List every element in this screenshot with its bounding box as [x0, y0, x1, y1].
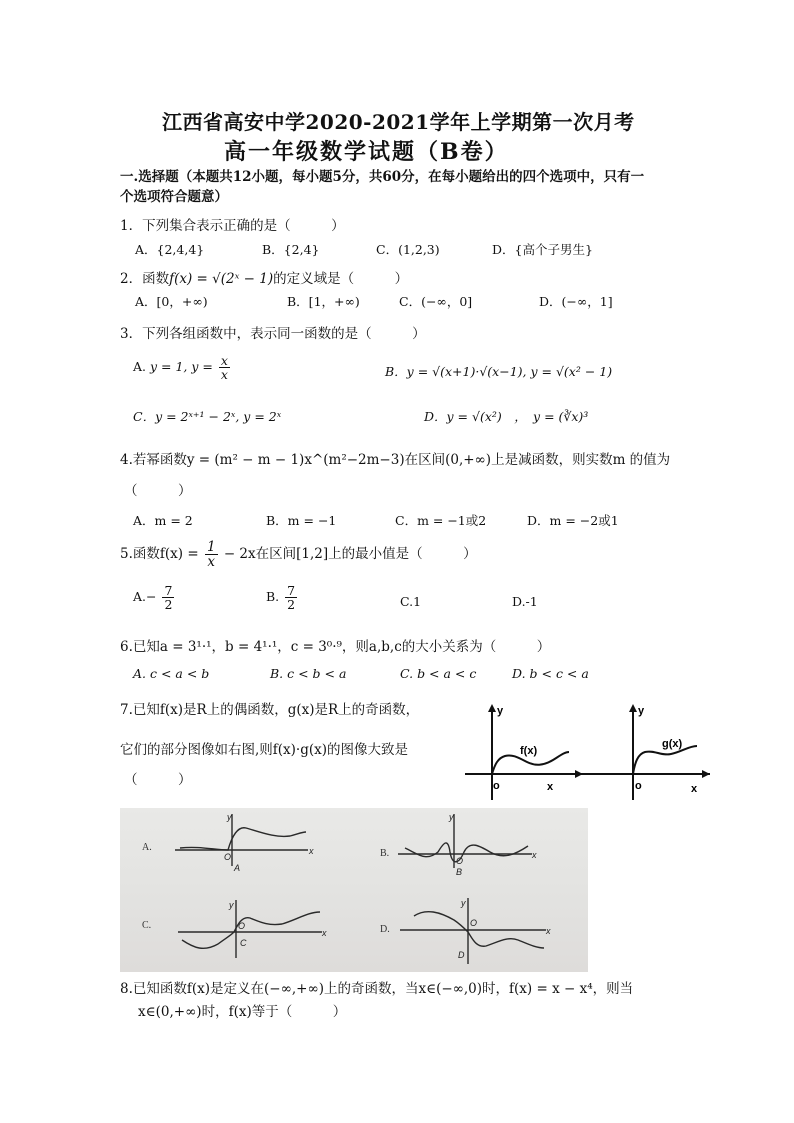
question-3-option-b: B．y = √(x+1)·√(x−1), y = √(x² − 1) [385, 364, 613, 379]
fraction-numerator: 7 [287, 583, 296, 598]
choice-graphs-photo [120, 808, 588, 972]
question-3-option-d: D．y = √(x²) ， y = (∛x)³ [424, 409, 589, 424]
question-2-option-b: B．[1，+∞) [287, 294, 360, 309]
question-4-stem: 4.若幂函数y = (m² − m − 1)x^(m²−2m−3)在区间(0,+∞)上是减函数，则实数m 的值为 [120, 452, 671, 468]
question-4-option-b: B．m = −1 [266, 513, 337, 528]
f-graph [465, 704, 583, 800]
question-1-option-c: C．(1,2,3) [376, 242, 440, 257]
question-3-option-a [133, 354, 232, 381]
fraction-denominator: 2 [287, 597, 296, 613]
question-5-option-c: C.1 [400, 594, 422, 609]
fraction-numerator: 7 [164, 583, 173, 598]
choice-c-graph [178, 900, 322, 958]
question-7-stem-line1: 7.已知f(x)是R上的偶函数，g(x)是R上的奇函数， [120, 702, 420, 718]
choice-graphs-svg [120, 808, 588, 972]
question-1-stem: 1．下列集合表示正确的是（ ） [120, 218, 345, 234]
choice-d-origin: O [470, 918, 478, 928]
question-5-fraction [205, 540, 218, 569]
question-5-option-b [266, 584, 299, 611]
question-7-stem-line2: 它们的部分图像如右图,则f(x)·g(x)的图像大致是 [120, 742, 409, 758]
question-4-paren: （ ） [124, 483, 192, 499]
question-2-option-c: C．(−∞，0] [399, 294, 473, 309]
choice-c-caption: C [240, 938, 247, 948]
question-6-option-b: B. c < b < a [270, 666, 347, 681]
g-y-arrow-icon [629, 704, 637, 712]
question-4-option-c: C．m = −1或2 [395, 513, 487, 528]
question-2-option-a: A．[0，+∞) [135, 294, 208, 309]
choice-d-y-label: y [461, 898, 466, 908]
fg-reference-figure [465, 700, 710, 802]
g-curve [633, 746, 697, 774]
section-heading-line2: 个选项符合题意） [120, 189, 228, 205]
question-5-option-b-prefix: B. [266, 589, 280, 605]
question-8-stem-line2: x∈(0,+∞)时，f(x)等于（ ） [138, 1004, 347, 1020]
question-3-option-a-fraction [219, 354, 230, 381]
choice-b-x-label: x [532, 850, 537, 860]
question-6-option-d: D. b < c < a [512, 666, 589, 681]
g-axis-x-label: x [691, 783, 698, 795]
g-graph [577, 704, 710, 800]
choice-c-x-label: x [322, 928, 327, 938]
choice-a-caption: A [234, 863, 241, 873]
question-2-stem-post: 的定义域是（ ） [273, 271, 409, 287]
choice-a-option-label: A. [142, 842, 152, 853]
choice-c-y-label: y [229, 900, 234, 910]
fraction-denominator: x [220, 367, 228, 383]
question-5-option-a-fraction [162, 584, 174, 611]
g-curve-label: g(x) [662, 738, 683, 750]
choice-d-graph [400, 898, 546, 964]
choice-d-x-label: x [546, 926, 551, 936]
question-3-option-a-expr: y = 1, y = [150, 359, 213, 375]
question-4-option-a: A．m = 2 [133, 513, 193, 528]
question-5-option-d: D.-1 [512, 594, 538, 609]
choice-d-caption: D [458, 950, 465, 960]
choice-d-option-label: D. [380, 924, 390, 935]
fraction-numerator: x [220, 353, 228, 368]
choice-b-y-label: y [449, 812, 454, 822]
fraction-numerator: 1 [206, 539, 216, 555]
question-5-option-b-fraction [285, 584, 297, 611]
question-5-option-a [133, 584, 176, 611]
fraction-denominator: 2 [164, 597, 173, 613]
question-1-option-d: D．{高个子男生} [492, 242, 593, 257]
choice-a-y-label: y [227, 812, 232, 822]
choice-c-origin: O [238, 921, 246, 931]
exam-title: 江西省高安中学2020-2021学年上学期第一次月考 [162, 110, 635, 134]
f-axis-x-label: x [547, 781, 554, 793]
question-1-option-b: B．{2,4} [262, 242, 320, 257]
choice-b-option-label: B. [380, 848, 390, 859]
f-axis-y-label: y [497, 705, 504, 717]
choice-b-caption: B [456, 867, 463, 877]
question-3-option-c: C．y = 2ˣ⁺¹ − 2ˣ, y = 2ˣ [133, 409, 282, 424]
question-1-option-a: A．{2,4,4} [135, 242, 205, 257]
question-4-option-d: D．m = −2或1 [527, 513, 619, 528]
choice-a-origin: O [224, 852, 232, 862]
g-axis-y-label: y [638, 705, 645, 717]
section-heading-line1: 一.选择题（本题共12小题，每小题5分，共60分，在每小题给出的四个选项中，只有一 [120, 169, 645, 185]
choice-b-origin: O [456, 856, 464, 866]
fraction-denominator: x [207, 554, 216, 571]
question-6-stem: 6.已知a = 3¹·¹，b = 4¹·¹，c = 3⁰·⁹，则a,b,c的大小关系为（ ） [120, 639, 551, 655]
question-8-stem-line1: 8.已知函数f(x)是定义在(−∞,+∞)上的奇函数，当x∈(−∞,0)时，f(x) = x − x⁴，则当 [120, 981, 634, 997]
question-6-option-c: C. b < a < c [400, 666, 477, 681]
g-x-arrow-icon [702, 770, 710, 778]
question-2-stem-function: f(x) = √(2ˣ − 1) [169, 271, 274, 287]
choice-c-option-label: C. [142, 920, 152, 931]
question-7-paren: （ ） [124, 772, 192, 788]
exam-subtitle: 高一年级数学试题（B卷） [224, 139, 509, 165]
question-2-stem [120, 267, 408, 287]
question-2-stem-pre: 2．函数 [120, 271, 170, 287]
section-heading [120, 167, 680, 207]
choice-a-graph [175, 814, 308, 866]
question-5-stem-pre: 5.函数f(x) = [120, 546, 199, 563]
choice-a-x-label: x [309, 846, 314, 856]
f-origin-label: o [493, 780, 500, 792]
choice-b-graph [398, 814, 532, 868]
f-y-arrow-icon [488, 704, 496, 712]
question-2-option-d: D．(−∞，1] [539, 294, 613, 309]
g-origin-label: o [635, 780, 642, 792]
question-5-option-a-prefix: A.− [133, 589, 157, 605]
question-5-stem [120, 540, 477, 569]
question-6-option-a: A. c < a < b [133, 666, 210, 681]
question-3-option-a-letter: A. [133, 359, 147, 375]
question-3-stem: 3．下列各组函数中，表示同一函数的是（ ） [120, 326, 426, 342]
f-curve-label: f(x) [520, 745, 538, 757]
question-5-stem-post: − 2x在区间[1,2]上的最小值是（ ） [223, 546, 477, 563]
